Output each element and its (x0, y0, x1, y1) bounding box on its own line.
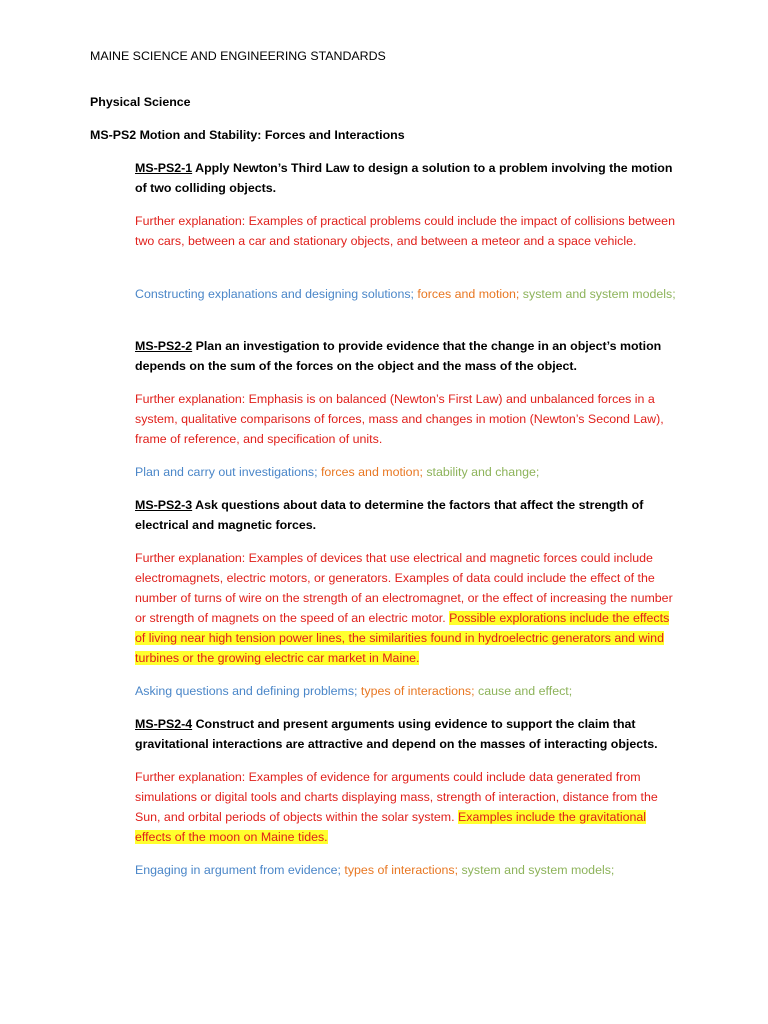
concept-tag: types of interactions; (357, 684, 475, 698)
standard-tags (135, 681, 680, 701)
further-explanation (135, 389, 680, 449)
standard-tags (135, 462, 680, 482)
further-explanation (135, 548, 680, 668)
practice-tag: Plan and carry out investigations; (135, 465, 318, 479)
standard-statement (135, 336, 680, 376)
standard-statement (135, 714, 680, 754)
standard-text: Ask questions about data to determine the factors that affect the strength of electrical and magnetic forces. (135, 498, 644, 532)
crosscutting-tag: cause and effect; (474, 684, 573, 698)
section-heading: Physical Science (90, 95, 191, 109)
practice-tag: Constructing explanations and designing solutions; (135, 287, 414, 301)
further-explanation (135, 211, 680, 251)
standard-text: Plan an investigation to provide evidence that the change in an object’s motion depends on the sum of the forces on the object and the mass of the object. (135, 339, 662, 373)
explanation-text: Further explanation: Emphasis is on balanced (Newton’s First Law) and unbalanced forces in a system, qualitative comparisons of forces, mass and changes in motion (Newton’s Second Law), frame of reference, and specification of units. (135, 392, 664, 446)
crosscutting-tag: system and system models; (458, 863, 615, 877)
standard-code: MS-PS2-4 (135, 717, 193, 731)
highlighted-note: Examples include the gravitational effects of the moon on Maine tides. (135, 810, 647, 844)
concept-tag: forces and motion; (317, 465, 423, 479)
further-explanation (135, 767, 680, 847)
standard-statement (135, 158, 680, 198)
concept-tag: forces and motion; (413, 287, 520, 301)
explanation-text: Further explanation: Examples of evidence for arguments could include data generated from simulations or digital tools and charts displaying mass, strength of interaction, distance from the Sun, and orbital periods of objects within the solar system. (135, 770, 658, 824)
document-title: MAINE SCIENCE AND ENGINEERING STANDARDS (90, 49, 386, 63)
explanation-text: Further explanation: Examples of practical problems could include the impact of collisions between two cars, between a car and stationary objects, and between a meteor and a space vehicle. (135, 214, 675, 248)
concept-tag: types of interactions; (340, 863, 459, 877)
standard-text: Construct and present arguments using evidence to support the claim that gravitational interactions are attractive and depend on the masses of interacting objects. (135, 717, 658, 751)
practice-tag: Asking questions and defining problems; (135, 684, 358, 698)
crosscutting-tag: stability and change; (422, 465, 540, 479)
standard-code: MS-PS2-1 (135, 161, 193, 175)
highlighted-note: Possible explorations include the effects of living near high tension power lines, the similarities found in hydroelectric generators and wind turbines or the growing electric car market in Maine. (135, 611, 670, 665)
standard-code: MS-PS2-3 (135, 498, 193, 512)
crosscutting-tag: system and system models; (519, 287, 676, 301)
practice-tag: Engaging in argument from evidence; (135, 863, 341, 877)
subsection-heading: MS-PS2 Motion and Stability: Forces and Interactions (90, 128, 405, 142)
standard-tags (135, 284, 680, 304)
explanation-text: Further explanation: Examples of devices that use electrical and magnetic forces could include electromagnets, electric motors, or generators. Examples of data could include the effect of the number of turns of wire on the strength of an electromagnet, or the effect of increasing the number or strength of magnets on the speed of an electric motor. (135, 551, 673, 625)
standard-tags (135, 860, 680, 880)
standard-code: MS-PS2-2 (135, 339, 193, 353)
standard-statement (135, 495, 680, 535)
standard-text: Apply Newton’s Third Law to design a solution to a problem involving the motion of two colliding objects. (135, 161, 673, 195)
